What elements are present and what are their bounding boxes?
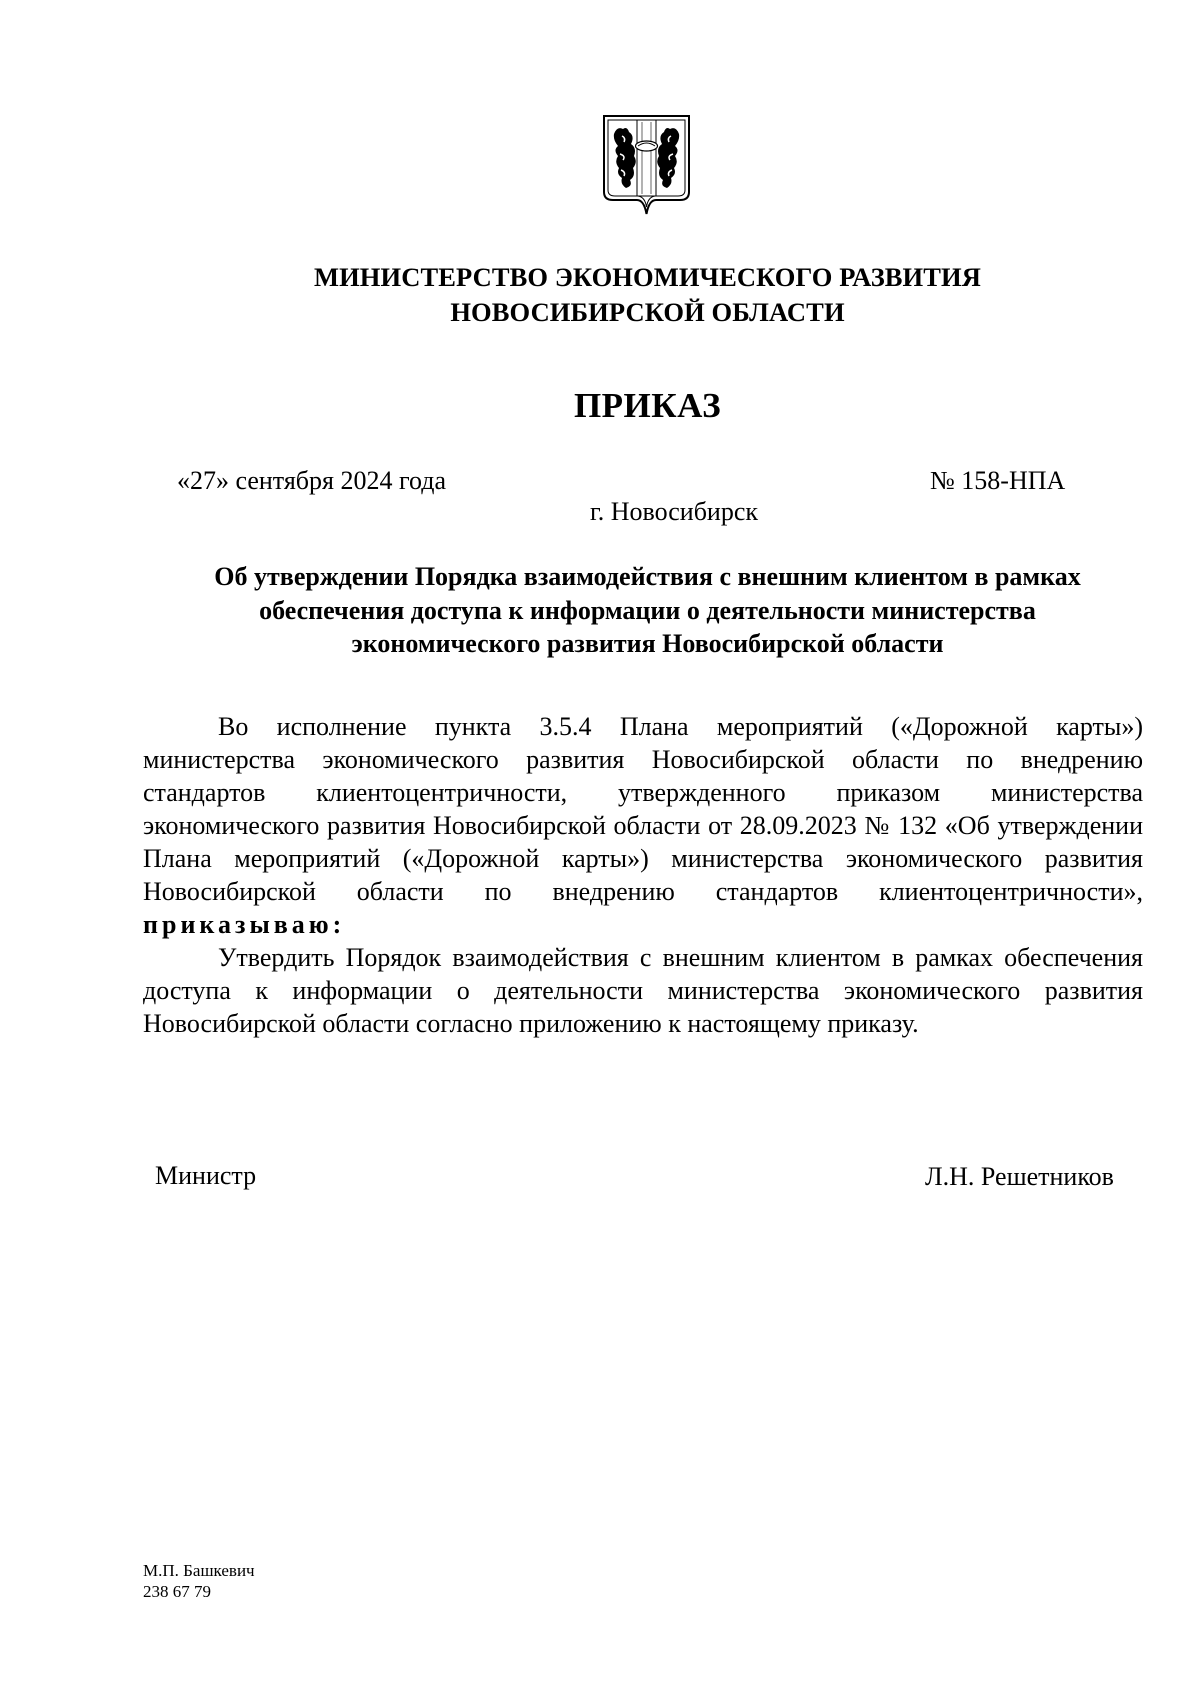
coat-of-arms-icon [600,112,693,218]
subject-line2: обеспечения доступа к информации о деятельности министерства [259,595,1036,625]
document-subject [140,560,1155,661]
document-city: г. Новосибирск [590,497,759,526]
executor-phone: 238 67 79 [143,1582,211,1601]
signatory-title: Министр [155,1161,257,1190]
body-paragraph-1 [143,710,1143,941]
subject-line3: экономического развития Новосибирской области [351,629,944,658]
executor-info [143,1560,255,1602]
body-paragraph-2: Утвердить Порядок взаимодействия с внешним клиентом в рамках обеспечения доступа к информации о деятельности министерства экономического развития Новосибирской области согласно приложению к настоящему приказу. [143,943,1143,1038]
subject-line1: Об утверждении Порядка взаимодействия с внешним клиентом в рамках [214,562,1081,591]
directive-word: приказываю: [143,910,346,939]
signatory-name: Л.Н. Решетников [925,1162,1114,1191]
document-date: «27» сентября 2024 года [177,466,447,495]
ministry-name-line1: МИНИСТЕРСТВО ЭКОНОМИЧЕСКОГО РАЗВИТИЯ [313,262,981,292]
document-type-title: ПРИКАЗ [573,386,722,425]
ministry-name-line2: НОВОСИБИРСКОЙ ОБЛАСТИ [450,297,845,327]
document-body [143,710,1143,1040]
document-number: № 158-НПА [930,466,1066,495]
paragraph-1-text: Во исполнение пункта 3.5.4 Плана мероприятий («Дорожной карты») министерства экономического развития Новосибирской области по внедрению стандартов клиентоцентричности, утвержденного приказом министерства экономического развития Новосибирской области от 28.09.2023 № 132 «Об утверждении Плана мероприятий («Дорожной карты») министерства экономического развития Новосибирской области по внедрению стандартов клиентоцентричности», [143,712,1143,906]
ministry-name [140,260,1155,330]
executor-name: М.П. Башкевич [143,1561,255,1580]
